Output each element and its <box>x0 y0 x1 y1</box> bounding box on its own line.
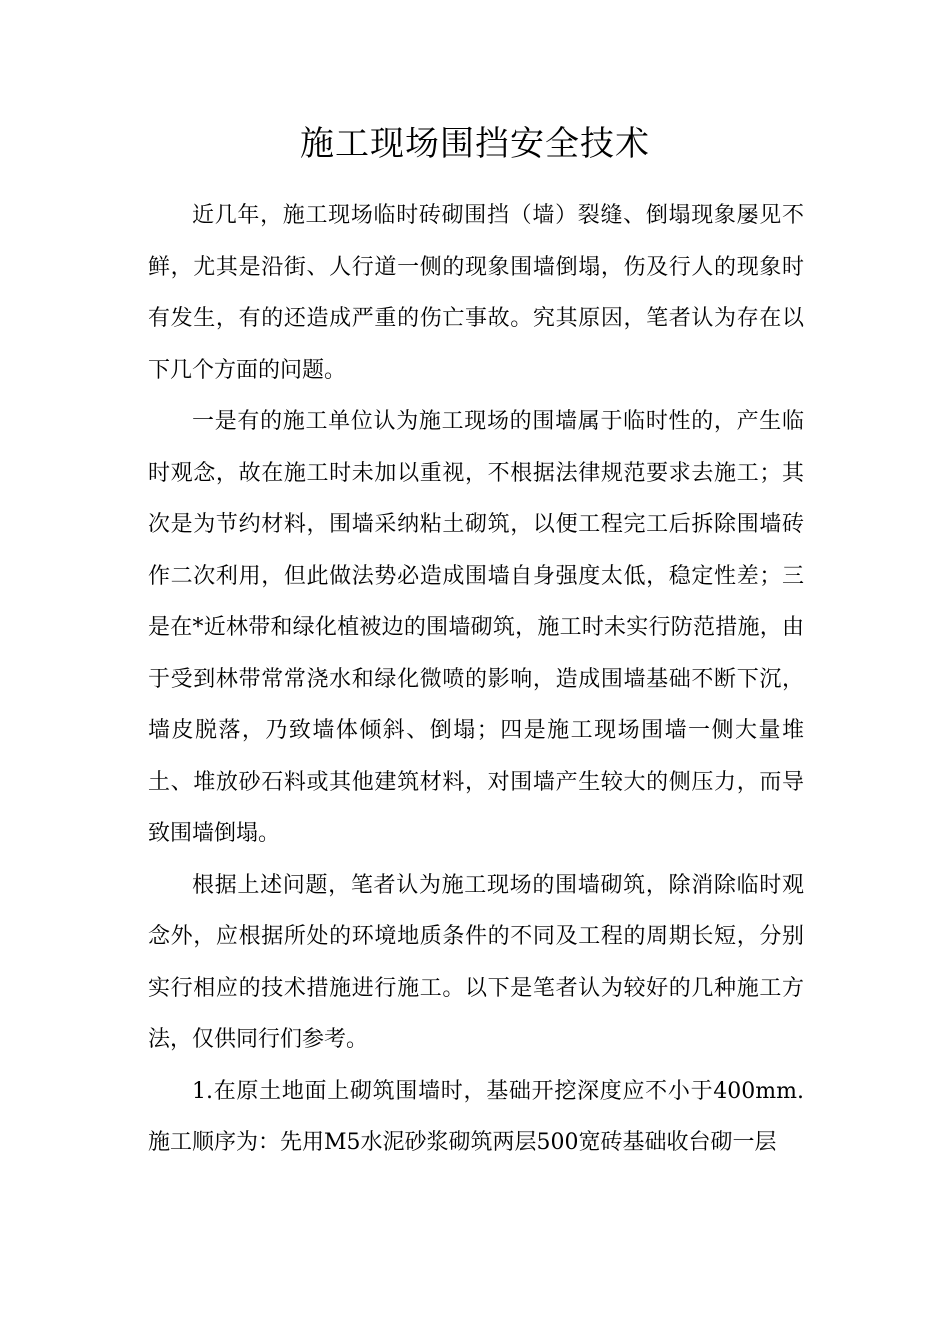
paragraph-problems: 一是有的施工单位认为施工现场的围墙属于临时性的，产生临时观念，故在施工时未加以重视，不根据法律规范要求去施工；其次是为节约材料，围墙采纳粘土砌筑，以便工程完工后拆除围墙砖作二次利用，但此做法势必造成围墙自身强度太低，稳定性差；三是在*近林带和绿化植被边的围墙砌筑，施工时未实行防范措施，由于受到林带常常浇水和绿化微喷的影响，造成围墙基础不断下沉，墙皮脱落，乃致墙体倾斜、倒塌；四是施工现场围墙一侧大量堆土、堆放砂石料或其他建筑材料，对围墙产生较大的侧压力，而导致围墙倒塌。 <box>148 409 804 846</box>
paragraph-solutions: 根据上述问题，笔者认为施工现场的围墙砌筑，除消除临时观念外，应根据所处的环境地质条件的不同及工程的周期长短，分别实行相应的技术措施进行施工。以下是笔者认为较好的几种施工方法，仅供同行们参考。 <box>148 872 804 1052</box>
paragraph-method-1: 1.在原土地面上砌筑围墙时，基础开挖深度应不小于400mm.施工顺序为：先用M5水泥砂浆砌筑两层500宽砖基础收台砌一层 <box>148 1078 804 1155</box>
document-title: 施工现场围挡安全技术 <box>300 124 650 164</box>
document-body <box>148 190 804 1169</box>
paragraph-intro: 近几年，施工现场临时砖砌围挡（墙）裂缝、倒塌现象屡见不鲜，尤其是沿街、人行道一侧的现象围墙倒塌，伤及行人的现象时有发生，有的还造成严重的伤亡事故。究其原因，笔者认为存在以下几个方面的问题。 <box>148 203 804 383</box>
